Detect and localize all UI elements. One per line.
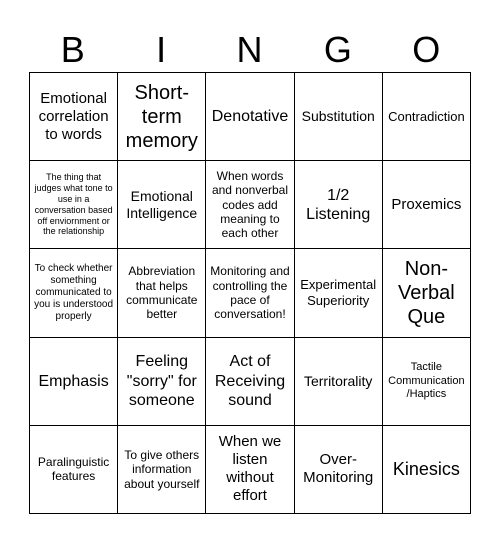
header-letter-g: G (323, 29, 353, 70)
cell-text: Experimental Superiority (300, 277, 377, 308)
cell-text: Substitution (301, 108, 375, 125)
header-letter-b: B (60, 29, 86, 70)
bingo-cell[interactable] (30, 426, 118, 514)
bingo-cell[interactable] (30, 161, 118, 249)
cell-text: Proxemics (391, 195, 462, 213)
cell-text: Non-Verbal Que (398, 257, 455, 328)
cell-text: Monitoring and controlling the pace of conversation! (210, 264, 290, 322)
bingo-cell[interactable] (383, 161, 471, 249)
bingo-cell[interactable] (383, 338, 471, 426)
cell-text: Abbreviation that helps communicate better (126, 264, 198, 322)
cell-text: Kinesics (392, 458, 460, 479)
bingo-cell[interactable] (383, 73, 471, 161)
header-letter-o: O (412, 29, 442, 70)
bingo-cell[interactable] (295, 161, 383, 249)
cell-text: Emphasis (38, 372, 109, 390)
bingo-cell[interactable] (295, 249, 383, 337)
cell-text: To give others information about yourself (124, 447, 200, 491)
cell-text: Over-Monitoring (303, 451, 374, 487)
bingo-cell[interactable] (206, 249, 294, 337)
cell-text: To check whether something communicated to you is understood properly (34, 262, 114, 322)
cell-text: Emotional Intelligence (126, 187, 198, 221)
bingo-cell[interactable] (295, 426, 383, 514)
cell-text: Feeling "sorry" for someone (126, 353, 197, 409)
header-letter-i: I (156, 29, 168, 70)
bingo-cell[interactable] (30, 73, 118, 161)
bingo-cell[interactable] (295, 73, 383, 161)
bingo-cell[interactable] (206, 161, 294, 249)
bingo-cell[interactable] (118, 426, 206, 514)
cell-text: The thing that judges what tone to use in a conversation based off enviornment or the relationship (34, 172, 113, 237)
bingo-board (29, 72, 471, 514)
header-letter-n: N (236, 29, 264, 70)
cell-text: Contradiction (388, 108, 465, 124)
bingo-cell[interactable] (30, 249, 118, 337)
cell-text: Tactile Communication /Haptics (388, 361, 465, 400)
bingo-cell[interactable] (118, 249, 206, 337)
bingo-cell[interactable] (118, 338, 206, 426)
bingo-cell[interactable] (383, 249, 471, 337)
cell-text: Act of Receiving sound (214, 353, 286, 409)
bingo-cell[interactable] (30, 338, 118, 426)
cell-text: Emotional correlation to words (38, 89, 109, 143)
cell-text: 1/2 Listening (306, 186, 371, 223)
cell-text: Territorality (303, 372, 373, 389)
cell-text: When words and nonverbal codes add meaning to each other (211, 168, 289, 241)
cell-text: When we listen without effort (218, 433, 282, 505)
bingo-cell[interactable] (206, 338, 294, 426)
bingo-cell[interactable] (295, 338, 383, 426)
cell-text: Short-term memory (125, 81, 198, 152)
cell-text: Paralinguistic features (37, 455, 110, 484)
bingo-cell[interactable] (118, 161, 206, 249)
bingo-header (29, 28, 471, 72)
bingo-cell[interactable] (206, 73, 294, 161)
bingo-cell[interactable] (383, 426, 471, 514)
bingo-cell[interactable] (206, 426, 294, 514)
bingo-cell[interactable] (118, 73, 206, 161)
cell-text: Denotative (211, 108, 289, 125)
